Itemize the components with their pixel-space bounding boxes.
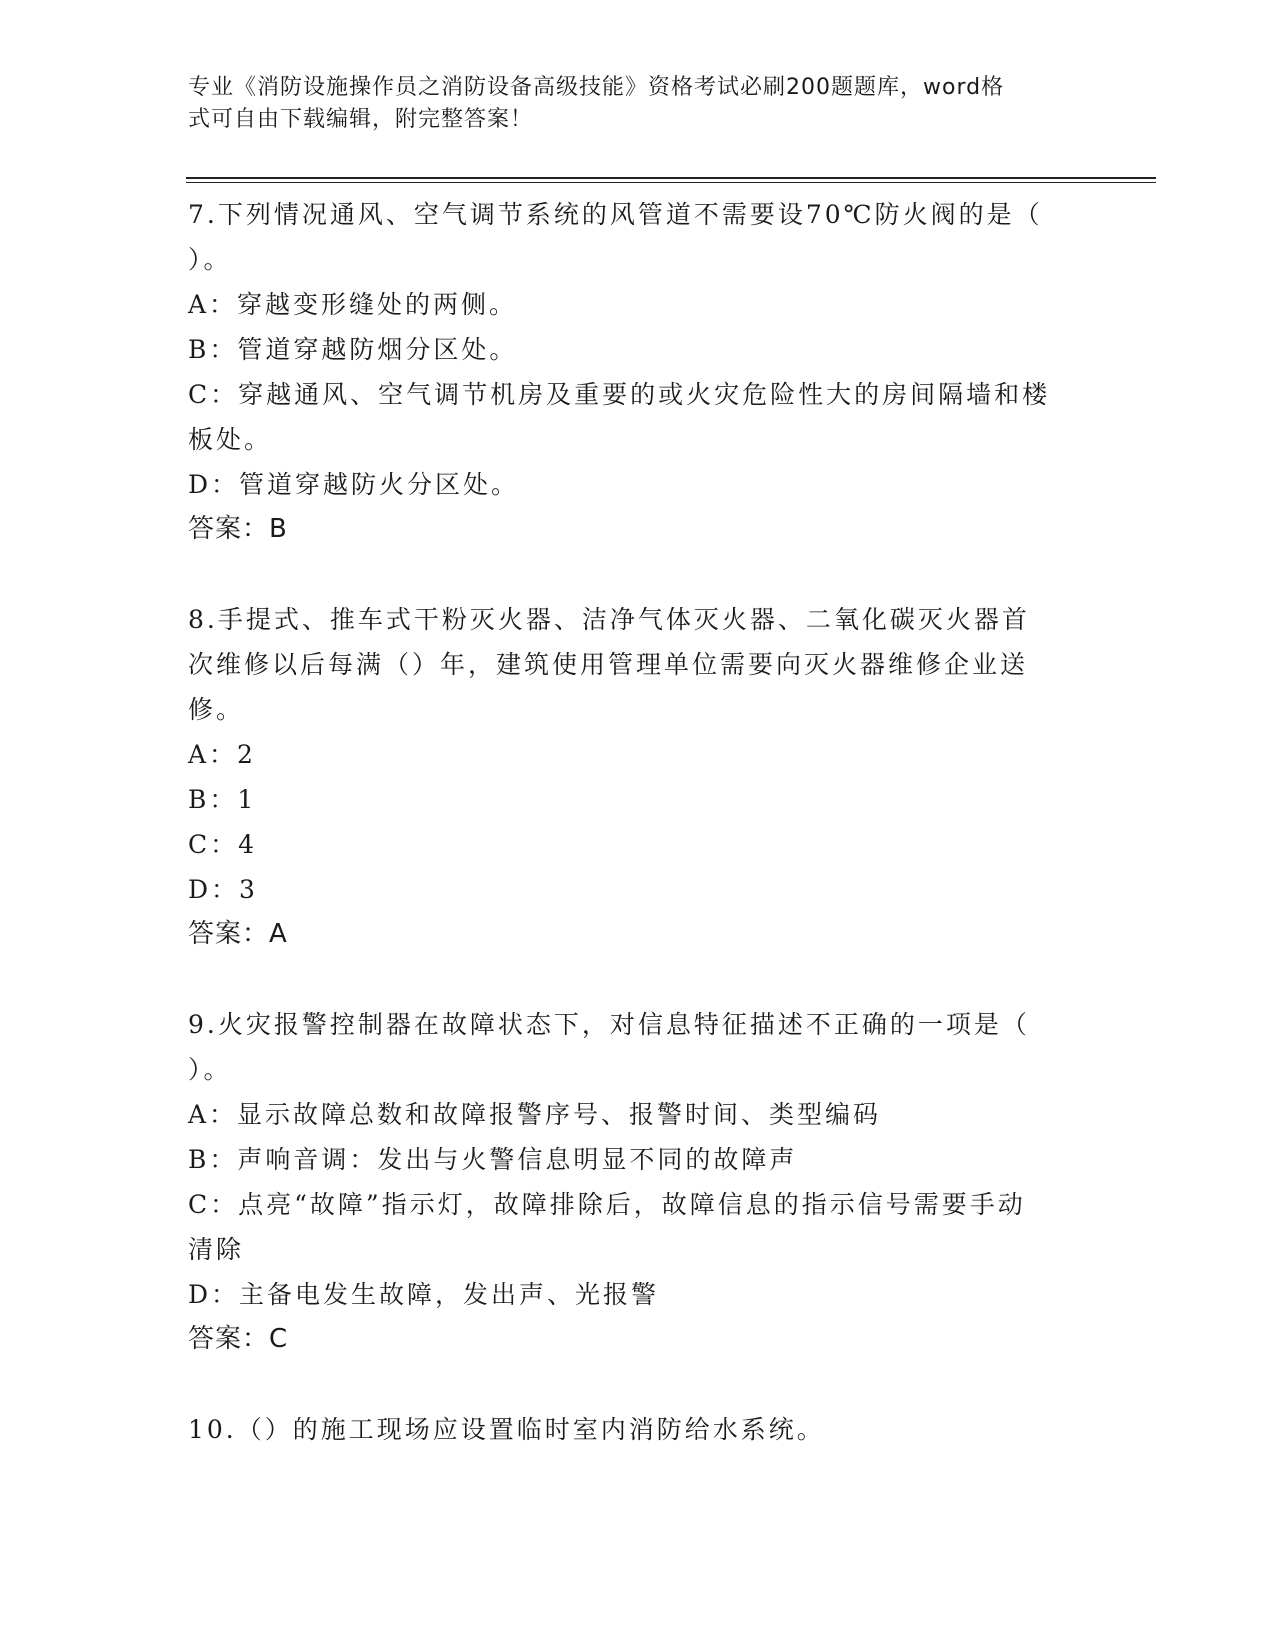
question-8: [188, 597, 1088, 957]
option-c: C：4: [188, 830, 258, 859]
option-c-continued: 清除: [188, 1235, 245, 1264]
answer-label: 答案：B: [188, 514, 288, 544]
question-10: [188, 1407, 1088, 1452]
option-b: B：声响音调：发出与火警信息明显不同的故障声: [188, 1145, 798, 1174]
header-divider-thick: [186, 177, 1156, 179]
option-c: C：穿越通风、空气调节机房及重要的或火灾危险性大的房间隔墙和楼: [188, 380, 1051, 409]
question-9: [188, 1002, 1088, 1362]
question-stem-line: ）。: [188, 245, 232, 274]
question-stem-line: 10.（）的施工现场应设置临时室内消防给水系统。: [188, 1415, 825, 1444]
answer-label: 答案：A: [188, 919, 288, 949]
question-stem-line: 修。: [188, 695, 245, 724]
question-stem-line: 7.下列情况通风、空气调节系统的风管道不需要设70℃防火阀的是（: [188, 200, 1043, 229]
question-stem-line: 9.火灾报警控制器在故障状态下，对信息特征描述不正确的一项是（: [188, 1010, 1030, 1039]
option-d: D：管道穿越防火分区处。: [188, 470, 520, 499]
answer-label: 答案：C: [188, 1324, 289, 1354]
document-header: [188, 72, 1068, 136]
question-7: [188, 192, 1088, 552]
option-b: B：1: [188, 785, 257, 814]
option-d: D：主备电发生故障，发出声、光报警: [188, 1280, 660, 1309]
header-line-2: 式可自由下载编辑，附完整答案！: [188, 107, 534, 132]
question-stem-line: 次维修以后每满（）年，建筑使用管理单位需要向灭火器维修企业送: [188, 650, 1029, 679]
option-a: A：穿越变形缝处的两侧。: [188, 290, 518, 319]
question-stem-line: 8.手提式、推车式干粉灭火器、洁净气体灭火器、二氧化碳灭火器首: [188, 605, 1030, 634]
option-c-continued: 板处。: [188, 425, 273, 454]
option-a: A：显示故障总数和故障报警序号、报警时间、类型编码: [188, 1100, 882, 1129]
option-c: C：点亮“故障”指示灯，故障排除后，故障信息的指示信号需要手动: [188, 1190, 1026, 1219]
option-a: A：2: [188, 740, 256, 769]
option-d: D：3: [188, 875, 258, 904]
question-stem-line: ）。: [188, 1055, 232, 1084]
header-divider-thin: [186, 182, 1156, 183]
option-b: B：管道穿越防烟分区处。: [188, 335, 518, 364]
question-list: [188, 192, 1088, 1452]
header-line-1: 专业《消防设施操作员之消防设备高级技能》资格考试必刷200题题库，word格: [188, 75, 1005, 100]
